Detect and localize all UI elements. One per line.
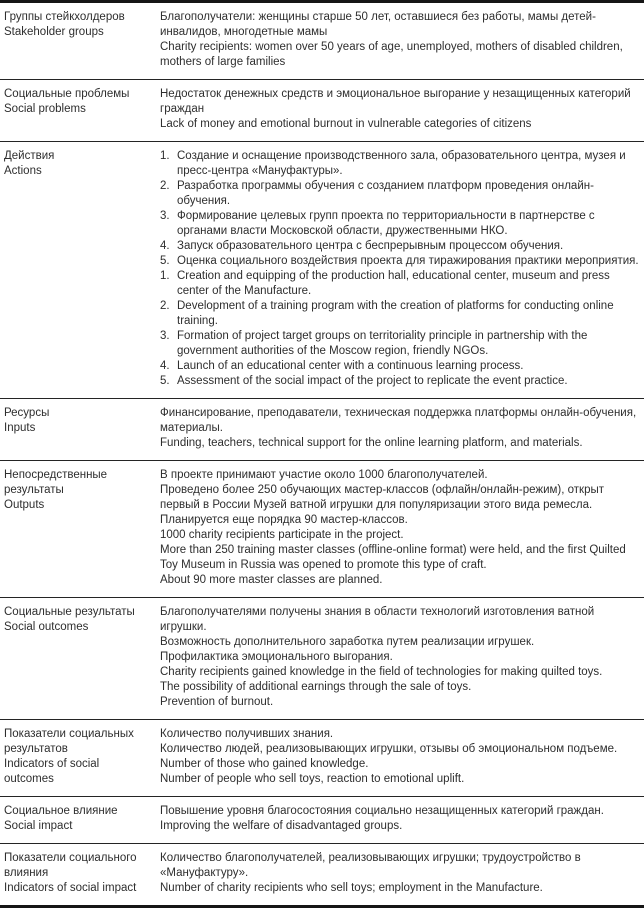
row-label	[0, 461, 152, 522]
list-item-number: 5.	[160, 255, 170, 267]
row-content	[152, 3, 644, 79]
row-content	[152, 797, 644, 843]
numbered-list-item	[160, 359, 642, 374]
list-item-text: Creation and equipping of the production hall, educational center, museum and press center of the Manufacture.	[177, 270, 610, 297]
row-label-ru: Показатели социального влияния	[4, 852, 137, 879]
list-item-text: Формирование целевых групп проекта по территориальности в партнерстве с органами власти Московской области, дружественными НКО.	[177, 210, 595, 237]
row-label-ru: Социальные проблемы	[4, 88, 130, 100]
table-row	[0, 141, 644, 398]
list-item-number: 4.	[160, 360, 170, 372]
row-label-en: Actions	[4, 165, 42, 177]
content-paragraph: Благополучатели: женщины старше 50 лет, оставшиеся без работы, мамы детей-инвалидов, многодетные мамы	[160, 11, 596, 38]
row-label-en: Social outcomes	[4, 621, 89, 633]
row-content	[152, 720, 644, 796]
row-label-ru: Показатели социальных результатов	[4, 728, 134, 755]
list-item-text: Оценка социального воздействия проекта для тиражирования практики мероприятия.	[177, 255, 639, 267]
row-content	[152, 142, 644, 398]
numbered-list-item	[160, 254, 642, 269]
list-item-number: 4.	[160, 240, 170, 252]
list-item-text: Создание и оснащение производственного зала, образовательного центра, музея и пресс-центра «Мануфактуры».	[177, 150, 626, 177]
table-row	[0, 843, 644, 905]
content-paragraph: Improving the welfare of disadvantaged groups.	[160, 820, 403, 832]
numbered-list-item	[160, 329, 642, 359]
list-item-number: 1.	[160, 270, 170, 282]
row-label-en: Outputs	[4, 499, 45, 511]
row-label-ru: Действия	[4, 150, 55, 162]
list-item-text: Assessment of the social impact of the project to replicate the event practice.	[177, 375, 568, 387]
content-paragraph: Количество благополучателей, реализовывающих игрушки; трудоустройство в «Мануфактуру».	[160, 852, 581, 879]
content-paragraph: Недостаток денежных средств и эмоциональное выгорание у незащищенных категорий граждан	[160, 88, 631, 115]
content-paragraph: Charity recipients gained knowledge in the field of technologies for making quilted toys.	[160, 666, 603, 678]
row-label	[0, 399, 152, 445]
list-item-text: Запуск образовательного центра с беспрерывным процессом обучения.	[177, 240, 564, 252]
content-paragraph: Lack of money and emotional burnout in vulnerable categories of citizens	[160, 118, 532, 130]
row-label-en: Indicators of social outcomes	[4, 758, 100, 785]
content-paragraph: Проведено более 250 обучающих мастер-классов (офлайн/онлайн-режим), открыт первый в России Музей ватной игрушки для популяризации этого вида ремесла.	[160, 484, 605, 511]
row-label-en: Inputs	[4, 422, 36, 434]
content-paragraph: Повышение уровня благосостояния социально незащищенных категорий граждан.	[160, 805, 604, 817]
row-content	[152, 399, 644, 460]
row-content	[152, 80, 644, 141]
list-item-text: Development of a training program with the creation of platforms for conducting online training.	[177, 300, 614, 327]
row-label	[0, 80, 152, 126]
row-label-ru: Ресурсы	[4, 407, 50, 419]
table-row	[0, 3, 644, 79]
numbered-list-item	[160, 299, 642, 329]
row-content	[152, 844, 644, 905]
list-item-number: 3.	[160, 210, 170, 222]
content-paragraph: The possibility of additional earnings through the sale of toys.	[160, 681, 472, 693]
row-label	[0, 142, 152, 188]
table-row	[0, 597, 644, 719]
list-item-number: 1.	[160, 150, 170, 162]
content-paragraph: Финансирование, преподаватели, техническая поддержка платформы онлайн-обучения, материалы.	[160, 407, 637, 434]
row-label	[0, 720, 152, 796]
table-row	[0, 796, 644, 843]
row-label	[0, 844, 152, 905]
content-paragraph: Возможность дополнительного заработка путем реализации игрушек.	[160, 636, 535, 648]
content-paragraph: Профилактика эмоционального выгорания.	[160, 651, 393, 663]
list-item-text: Formation of project target groups on territoriality principle in partnership with the government authorities of the Moscow region, friendly NGOs.	[177, 330, 588, 357]
content-paragraph: Number of charity recipients who sell toys; employment in the Manufacture.	[160, 882, 543, 894]
list-item-number: 3.	[160, 330, 170, 342]
row-label	[0, 797, 152, 843]
row-label-ru: Социальные результаты	[4, 606, 135, 618]
row-label	[0, 3, 152, 49]
content-paragraph: More than 250 training master classes (offline-online format) were held, and the first Quilted Toy Museum in Russia was opened to promote this type of craft.	[160, 544, 626, 571]
content-paragraph: Количество получивших знания.	[160, 728, 334, 740]
list-item-text: Разработка программы обучения с созданием платформ проведения онлайн-обучения.	[177, 180, 594, 207]
content-paragraph: Funding, teachers, technical support for the online learning platform, and materials.	[160, 437, 583, 449]
row-label	[0, 598, 152, 644]
row-label-en: Social problems	[4, 103, 86, 115]
row-label-ru: Группы стейкхолдеров	[4, 11, 125, 23]
numbered-list-item	[160, 179, 642, 209]
content-paragraph: Количество людей, реализовывающих игрушки, отзывы об эмоциональном подъеме.	[160, 743, 618, 755]
content-paragraph: В проекте принимают участие около 1000 благополучателей.	[160, 469, 488, 481]
row-label-en: Stakeholder groups	[4, 26, 104, 38]
numbered-list-item	[160, 149, 642, 179]
content-paragraph: 1000 charity recipients participate in the project.	[160, 529, 404, 541]
numbered-list-item	[160, 209, 642, 239]
content-paragraph: Number of people who sell toys, reaction to emotional uplift.	[160, 773, 465, 785]
content-paragraph: Планируется еще порядка 90 мастер-классов.	[160, 514, 408, 526]
numbered-list-item	[160, 269, 642, 299]
table-row	[0, 79, 644, 141]
row-label-ru: Непосредственные результаты	[4, 469, 108, 496]
table-row	[0, 719, 644, 796]
list-item-number: 5.	[160, 375, 170, 387]
content-paragraph: Number of those who gained knowledge.	[160, 758, 369, 770]
row-label-en: Social impact	[4, 820, 73, 832]
numbered-list-item	[160, 239, 642, 254]
list-item-number: 2.	[160, 180, 170, 192]
row-content	[152, 461, 644, 597]
content-paragraph: About 90 more master classes are planned.	[160, 574, 383, 586]
content-paragraph: Prevention of burnout.	[160, 696, 274, 708]
row-label-en: Indicators of social impact	[4, 882, 137, 894]
content-paragraph: Charity recipients: women over 50 years of age, unemployed, mothers of disabled children, mothers of large families	[160, 41, 623, 68]
table-row	[0, 398, 644, 460]
row-content	[152, 598, 644, 719]
table-row	[0, 460, 644, 597]
list-item-number: 2.	[160, 300, 170, 312]
content-paragraph: Благополучателями получены знания в области технологий изготовления ватной игрушки.	[160, 606, 595, 633]
row-label-ru: Социальное влияние	[4, 805, 118, 817]
numbered-list-item	[160, 374, 642, 389]
list-item-text: Launch of an educational center with a continuous learning process.	[177, 360, 524, 372]
